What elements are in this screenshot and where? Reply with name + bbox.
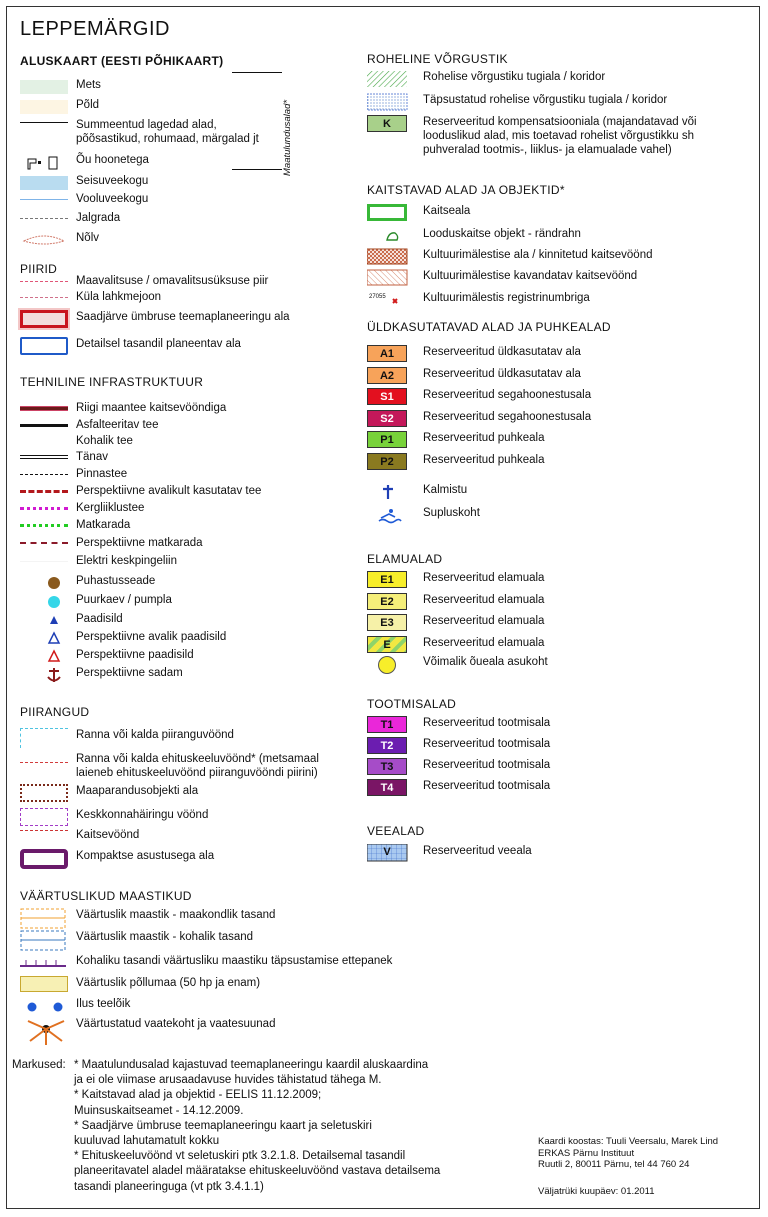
yard-building-icon xyxy=(20,153,72,171)
notes-key: Markused: xyxy=(12,1059,66,1071)
legend-title: LEPPEMÄRGID xyxy=(20,18,170,40)
note-item: * Ehituskeeluvöönd vt seletuskiri ptk 3.2.1.8. Detailsemal tasandil planeeritavatel aladel määratakse ehituskeeluvöönd vastava detailsema tasandi planeeringuga (vt ptk 3.4.1.1) xyxy=(74,1150,441,1193)
code-box-k: K xyxy=(367,115,407,132)
legend-item: Kohalik tee xyxy=(76,435,133,447)
planning-area-icon xyxy=(20,310,68,328)
hiking-trail-icon xyxy=(20,524,68,527)
legend-item: E2 Reserveeritud elamuala xyxy=(367,593,544,611)
footpath-icon xyxy=(20,218,68,219)
village-divider-icon xyxy=(20,297,68,298)
legend-item: K Reserveeritud kompensatsiooniala (majandatavad või looduslikud alad, mis toetavad rohelist võrgustikku sh puhveralad tootmis-, liiklus- ja elamualade vahel) xyxy=(367,115,697,161)
legend-item: S1 Reserveeritud segahoonestusala xyxy=(367,388,591,406)
street-icon xyxy=(20,455,68,459)
legend-item: E1 Reserveeritud elamuala xyxy=(367,571,544,589)
legend-item: Elektri keskpingeliin xyxy=(20,554,177,572)
legend-item: Kultuurimälestise ala / kinnitetud kaitsevöönd xyxy=(367,248,653,266)
legend-item: T1 Reserveeritud tootmisala xyxy=(367,716,550,734)
legend-item: T2 Reserveeritud tootmisala xyxy=(367,737,550,755)
state-road-icon xyxy=(20,406,68,411)
yard-location-icon xyxy=(367,655,419,673)
legend-item: Kalmistu xyxy=(367,483,467,501)
legend-item: P2 Reserveeritud puhkeala xyxy=(367,453,544,471)
code-box-e1: E1 xyxy=(367,571,407,588)
code-box-t4: T4 xyxy=(367,779,407,796)
section-header-uldkasutatavad: ÜLDKASUTATAVAD ALAD JA PUHKEALAD xyxy=(367,320,611,334)
code-box-e: E xyxy=(367,636,407,653)
borehole-pump-icon xyxy=(20,593,72,611)
legend-item: Tänav xyxy=(20,450,108,468)
boulder-icon xyxy=(367,227,419,245)
legend-item: Nõlv xyxy=(20,231,99,249)
legend-item: Jalgrada xyxy=(20,211,120,229)
legend-item: S2 Reserveeritud segahoonestusala xyxy=(367,410,591,428)
section-header-piirangud: PIIRANGUD xyxy=(20,705,90,719)
anchor-icon xyxy=(20,666,72,684)
green-network-core-icon xyxy=(367,70,419,88)
legend-item: Ranna või kalda piiranguvöönd xyxy=(20,728,234,750)
credits-org: ERKAS Pärnu Instituut xyxy=(538,1147,635,1159)
dirt-road-icon xyxy=(20,474,68,475)
legend-item: Küla lahkmejoon xyxy=(20,290,161,308)
legend-item: Ranna või kalda ehituskeeluvöönd* (metsamaal laieneb ehituskeeluvöönd piiranguvööndi piirini) xyxy=(20,752,319,782)
cultural-monument-icon: 27055 xyxy=(367,291,419,309)
code-box-t3: T3 xyxy=(367,758,407,775)
landscape-proposal-icon xyxy=(20,954,72,972)
legend-item: Matkarada xyxy=(20,518,130,536)
detail-plan-area-icon xyxy=(20,337,68,355)
legend-item: Summeentud lagedad alad, põõsastikud, rohumaad, märgalad jt xyxy=(20,118,259,148)
legend-item: Rohelise võrgustiku tugiala / koridor xyxy=(367,70,605,88)
asphalt-road-icon xyxy=(20,424,68,427)
legend-item: Perspektiivne avalik paadisild xyxy=(20,630,226,648)
legend-item: Puhastusseade xyxy=(20,574,155,592)
local-landscape-icon xyxy=(20,930,72,948)
legend-item: 27055 Kultuurimälestis registrinumbriga xyxy=(367,291,590,309)
legend-item: Maaparandusobjekti ala xyxy=(20,784,198,804)
section-header-tootmisalad: TOOTMISALAD xyxy=(367,697,457,711)
legend-item: P1 Reserveeritud puhkeala xyxy=(367,431,544,449)
code-box-p2: P2 xyxy=(367,453,407,470)
legend-item: Pinnastee xyxy=(20,467,127,485)
legend-item: T3 Reserveeritud tootmisala xyxy=(367,758,550,776)
credits-address: Ruutli 2, 80011 Pärnu, tel 44 760 24 xyxy=(538,1159,690,1170)
treatment-plant-icon xyxy=(20,574,72,592)
legend-item: E Reserveeritud elamuala xyxy=(367,636,544,654)
shore-restriction-icon xyxy=(20,728,68,748)
legend-item: Väärtuslik põllumaa (50 hp ja enam) xyxy=(20,976,260,994)
valuable-farmland-icon xyxy=(20,976,68,992)
code-box-e2: E2 xyxy=(367,593,407,610)
open-area-line-icon xyxy=(20,122,68,123)
legend-item: Õu hoonetega xyxy=(20,153,149,171)
legend-item: Perspektiivne paadisild xyxy=(20,648,194,666)
code-box-s1: S1 xyxy=(367,388,407,405)
legend-item: Perspektiivne avalikult kasutatav tee xyxy=(20,484,261,502)
section-header-piirid: PIIRID xyxy=(20,262,58,276)
standing-water-icon xyxy=(20,176,68,190)
code-box-e3: E3 xyxy=(367,614,407,631)
legend-item: Paadisild xyxy=(20,612,123,630)
flowing-water-icon xyxy=(20,199,68,200)
section-header-veealad: VEEALAD xyxy=(367,824,425,838)
slope-icon xyxy=(20,231,72,249)
perspective-trail-icon xyxy=(20,542,68,544)
legend-item: Supluskoht xyxy=(367,506,480,524)
building-exclusion-zone-icon xyxy=(20,762,68,763)
legend-item: Perspektiivne matkarada xyxy=(20,536,203,554)
legend-item: Põld xyxy=(20,98,99,116)
land-improvement-icon xyxy=(20,784,68,802)
legend-item: Kergliiklustee xyxy=(20,501,144,519)
water-area-icon: V xyxy=(367,844,419,862)
legend-item: T4 Reserveeritud tootmisala xyxy=(367,779,550,797)
credits-authors: Kaardi koostas: Tuuli Veersalu, Marek Lind xyxy=(538,1136,719,1147)
code-box-a2: A2 xyxy=(367,367,407,384)
perspective-bridge-icon xyxy=(20,648,72,666)
power-line-icon xyxy=(20,561,68,562)
side-note-line-bottom xyxy=(232,169,282,170)
perspective-road-icon xyxy=(20,490,68,493)
legend-item: Väärtuslik maastik - maakondlik tasand xyxy=(20,908,275,930)
county-border-icon xyxy=(20,281,68,282)
legend-item: Kaitseala xyxy=(367,204,470,222)
legend-item: V Reserveeritud veeala xyxy=(367,844,532,862)
green-network-refined-icon xyxy=(367,93,419,111)
swimming-icon xyxy=(367,506,419,524)
cycle-path-icon xyxy=(20,507,68,510)
cultural-monument-area-icon xyxy=(367,248,419,266)
legend-item: Väärtuslik maastik - kohalik tasand xyxy=(20,930,253,952)
credits xyxy=(538,1136,753,1171)
boat-bridge-icon xyxy=(20,612,72,630)
legend-item: A2 Reserveeritud üldkasutatav ala xyxy=(367,367,581,385)
side-note-line-top xyxy=(232,72,282,73)
protection-zone-icon xyxy=(20,830,68,831)
environmental-nuisance-zone-icon xyxy=(20,808,68,826)
legend-item: Väärtustatud vaatekoht ja vaatesuunad xyxy=(20,1017,275,1047)
legend-item: Kultuurimälestise kavandatav kaitsevöönd xyxy=(367,269,637,287)
compact-settlement-icon xyxy=(20,849,68,869)
legend-item: Puurkaev / pumpla xyxy=(20,593,172,611)
note-item: * Maatulundusalad kajastuvad teemaplaneeringu kaardil aluskaardina ja ei ole viimase arusaadavuse huvides tähistatud tähega M. xyxy=(74,1059,429,1087)
legend-item: Võimalik õueala asukoht xyxy=(367,655,548,673)
forest-swatch-icon xyxy=(20,80,68,94)
section-header-elamualad: ELAMUALAD xyxy=(367,552,443,566)
field-swatch-icon xyxy=(20,100,68,114)
cultural-monument-planned-zone-icon xyxy=(367,269,419,287)
print-date: Väljatrüki kuupäev: 01.2011 xyxy=(538,1186,655,1197)
legend-item: Asfalteeritav tee xyxy=(20,418,158,436)
perspective-public-bridge-icon xyxy=(20,630,72,648)
note-item: * Kaitstavad alad ja objektid - EELIS 11.12.2009; Muinsuskaitseamet - 14.12.2009. xyxy=(74,1089,322,1117)
scenic-road-icon xyxy=(20,997,72,1015)
legend-item: Kohaliku tasandi väärtusliku maastiku täpsustamise ettepanek xyxy=(20,954,392,972)
legend-item: Kompaktse asustusega ala xyxy=(20,849,214,871)
section-header-vaartuslikud: VÄÄRTUSLIKUD MAASTIKUD xyxy=(20,889,192,903)
note-item: * Saadjärve ümbruse teemaplaneeringu kaart ja seletuskiri kuuluvad lahutamatult kokku xyxy=(74,1119,372,1148)
legend-item: Mets xyxy=(20,78,101,96)
legend-item: Looduskaitse objekt - rändrahn xyxy=(367,227,581,245)
county-landscape-icon xyxy=(20,908,72,926)
legend-item: Saadjärve ümbruse teemaplaneeringu ala xyxy=(20,310,290,332)
maatulundusalad-side-note: Maatulundusalad* xyxy=(282,99,293,176)
section-header-roheline: ROHELINE VÕRGUSTIK xyxy=(367,52,508,66)
section-header-aluskaart: ALUSKAART (EESTI PÕHIKAART) xyxy=(20,54,224,68)
cemetery-icon xyxy=(367,483,419,501)
viewpoint-icon xyxy=(20,1017,72,1035)
legend-item: Kaitsevöönd xyxy=(20,828,139,846)
section-header-tehniline: TEHNILINE INFRASTRUKTUUR xyxy=(20,375,204,389)
legend-item: Perspektiivne sadam xyxy=(20,666,183,684)
code-box-t1: T1 xyxy=(367,716,407,733)
legend-item: Riigi maantee kaitsevööndiga xyxy=(20,401,226,419)
protected-area-icon xyxy=(367,204,407,221)
code-box-s2: S2 xyxy=(367,410,407,427)
legend-item: Vooluveekogu xyxy=(20,192,148,210)
code-box-a1: A1 xyxy=(367,345,407,362)
legend-item: A1 Reserveeritud üldkasutatav ala xyxy=(367,345,581,363)
legend-item: E3 Reserveeritud elamuala xyxy=(367,614,544,632)
section-header-kaitstavad: KAITSTAVAD ALAD JA OBJEKTID* xyxy=(367,183,565,197)
legend-item: Ilus teelõik xyxy=(20,997,130,1015)
legend-item: Keskkonnahäiringu vöönd xyxy=(20,808,208,828)
legend-item: Täpsustatud rohelise võrgustiku tugiala / koridor xyxy=(367,93,667,111)
legend-item: Detailsel tasandil planeentav ala xyxy=(20,337,241,359)
legend-item: Seisuveekogu xyxy=(20,174,148,192)
code-box-t2: T2 xyxy=(367,737,407,754)
code-box-p1: P1 xyxy=(367,431,407,448)
legend-item: Maavalitsuse / omavalitsusüksuse piir xyxy=(20,274,268,292)
